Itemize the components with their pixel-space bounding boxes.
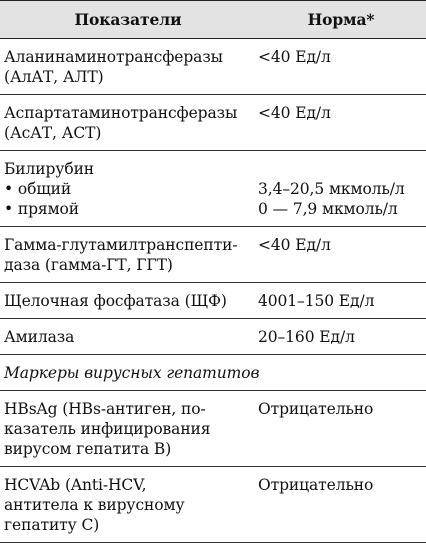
table-row-amylase: [0, 319, 426, 355]
indicator-line: казатель инфицирования: [4, 420, 211, 438]
indicator-cell: [0, 391, 256, 467]
sub-item-direct: • прямой: [4, 200, 80, 218]
indicator-cell: Щелочная фосфатаза (ЩФ): [0, 283, 256, 319]
indicator-line: HBsAg (HBs-антиген, по-: [4, 400, 206, 418]
indicator-cell: [0, 39, 256, 95]
header-norm: Норма*: [256, 1, 426, 39]
indicator-line: Аланинаминотрансферазы: [4, 48, 223, 66]
norm-direct: 0 — 7,9 мкмоль/л: [258, 200, 398, 218]
indicator-line: гепатиту С): [4, 516, 100, 534]
norm-cell: [256, 151, 426, 227]
norm-cell: Отрицательно: [256, 391, 426, 467]
table-header-row: [0, 1, 426, 39]
table-row-hbsag: [0, 391, 426, 467]
indicator-line: (АсАТ, АСТ): [4, 124, 102, 142]
indicator-cell: [0, 151, 256, 227]
indicator-cell: Амилаза: [0, 319, 256, 355]
sub-item-total: • общий: [4, 180, 72, 198]
indicator-cell: [0, 227, 256, 283]
indicator-line: (АлАТ, АЛТ): [4, 68, 104, 86]
norm-cell: 20–160 Ед/л: [256, 319, 426, 355]
indicator-title: Билирубин: [4, 160, 95, 178]
header-indicators: Показатели: [0, 1, 256, 39]
indicator-line: антитела к вирусному: [4, 496, 185, 514]
table-row-ggt: [0, 227, 426, 283]
norm-total: 3,4–20,5 мкмоль/л: [258, 180, 405, 198]
norm-cell: <40 Ед/л: [256, 39, 426, 95]
norm-cell: <40 Ед/л: [256, 95, 426, 151]
norm-cell: 4001–150 Ед/л: [256, 283, 426, 319]
table-row-ast: [0, 95, 426, 151]
indicator-cell: [0, 95, 256, 151]
indicator-line: даза (гамма-ГТ, ГГТ): [4, 256, 173, 274]
indicator-line: вирусом гепатита В): [4, 440, 172, 458]
indicator-cell: [0, 467, 256, 543]
table-row-bilirubin: [0, 151, 426, 227]
indicator-line: Аспартатаминотрансферазы: [4, 104, 238, 122]
section-row: [0, 355, 426, 391]
section-title: Маркеры вирусных гепатитов: [0, 355, 426, 391]
table-row-alp: [0, 283, 426, 319]
indicator-line: Гамма-глутамилтранспепти-: [4, 236, 238, 254]
table-row-alt: [0, 39, 426, 95]
table-row-hcvab: [0, 467, 426, 543]
indicator-line: HCVAb (Anti-HCV,: [4, 476, 147, 494]
norm-cell: Отрицательно: [256, 467, 426, 543]
norm-cell: <40 Ед/л: [256, 227, 426, 283]
